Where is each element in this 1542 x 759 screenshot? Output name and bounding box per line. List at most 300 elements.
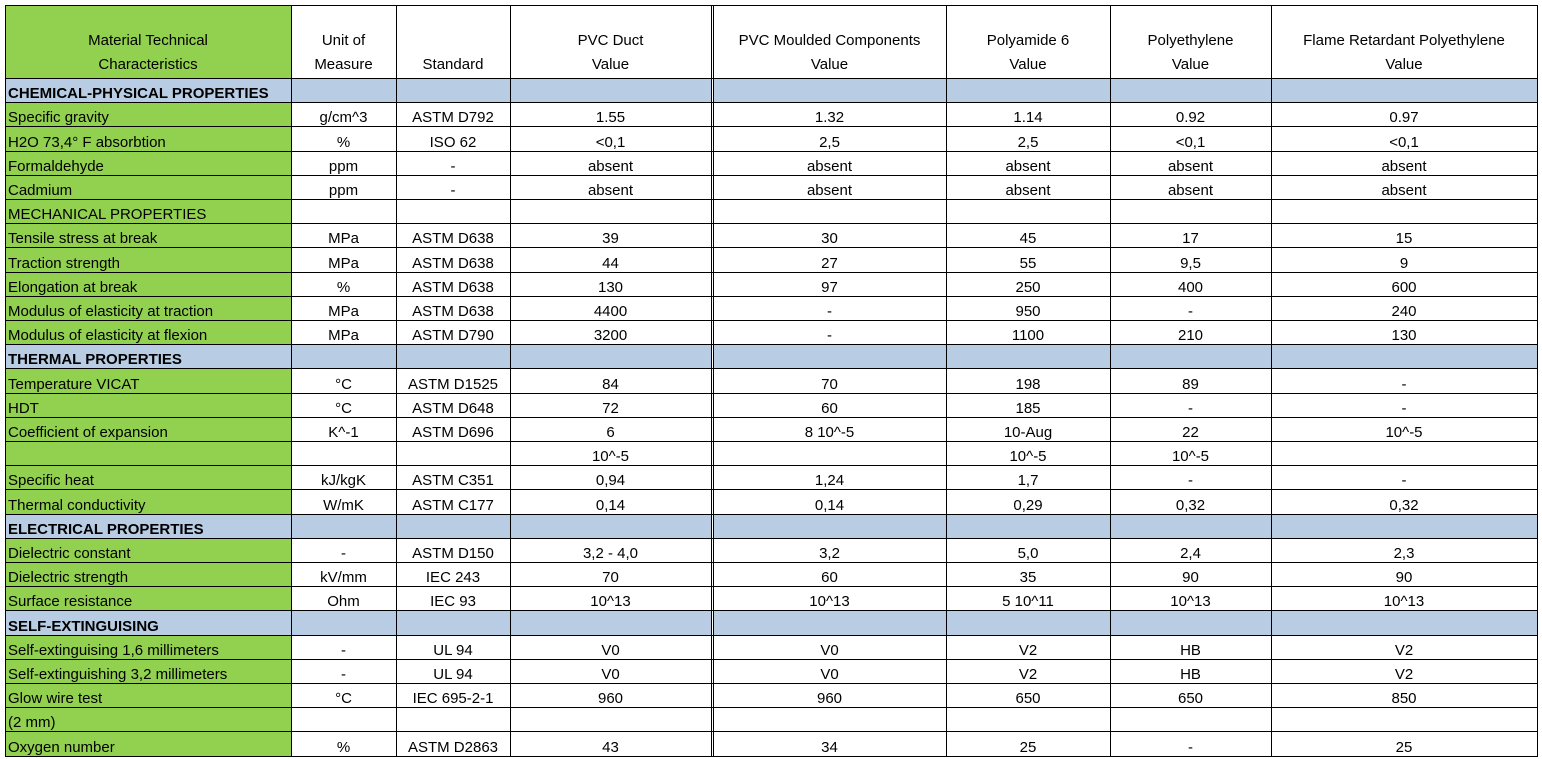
- grid-line-horizontal: [5, 586, 1538, 587]
- cell-standard: UL 94: [433, 641, 473, 659]
- cell-polyethylene: [1110, 345, 1271, 369]
- header-line: Value: [1385, 56, 1423, 73]
- header-line: Characteristics: [98, 56, 198, 73]
- cell-polyethylene: 90: [1182, 569, 1199, 587]
- cell-pvc-duct: [510, 611, 711, 635]
- cell-flame-retardant-pe: 850: [1391, 690, 1417, 708]
- cell-polyamide-6: 1.14: [1013, 109, 1043, 127]
- cell-property: Oxygen number: [5, 732, 291, 756]
- cell-flame-retardant-pe: -: [1401, 472, 1407, 490]
- cell-pvc-duct: 960: [597, 690, 624, 708]
- header-line: PVC Moulded Components: [738, 32, 921, 49]
- cell-standard: ASTM D638: [412, 302, 494, 320]
- cell-pvc-duct: 130: [597, 278, 624, 296]
- cell-unit: g/cm^3: [319, 109, 368, 127]
- cell-standard: -: [450, 157, 456, 175]
- grid-line-horizontal: [5, 5, 1538, 6]
- header-line: Material Technical: [88, 32, 208, 49]
- cell-pvc-moulded: V0: [820, 641, 839, 659]
- cell-property: Cadmium: [5, 176, 291, 200]
- cell-unit: [291, 515, 396, 539]
- cell-polyethylene: [1110, 200, 1271, 224]
- cell-standard: [396, 515, 510, 539]
- cell-unit: [291, 345, 396, 369]
- cell-unit: Ohm: [327, 593, 360, 611]
- cell-standard: ASTM D648: [412, 399, 494, 417]
- header-polyamide-6: [946, 5, 1110, 78]
- grid-line-horizontal: [5, 320, 1538, 321]
- cell-flame-retardant-pe: 10^13: [1383, 593, 1425, 611]
- table-row: [0, 273, 1542, 297]
- cell-property: Formaldehyde: [5, 152, 291, 176]
- grid-line-horizontal: [5, 272, 1538, 273]
- cell-flame-retardant-pe: V2: [1394, 665, 1414, 683]
- cell-polyamide-6: 5,0: [1017, 544, 1039, 562]
- cell-unit: °C: [335, 375, 352, 393]
- cell-flame-retardant-pe: [1271, 515, 1537, 539]
- header-flame-retardant-pe: [1271, 5, 1537, 78]
- cell-polyamide-6: V2: [1018, 641, 1038, 659]
- table-row: [0, 103, 1542, 127]
- header-characteristics: [5, 5, 291, 78]
- cell-standard: [396, 200, 510, 224]
- cell-property: (2 mm): [5, 708, 291, 732]
- cell-pvc-moulded: -: [827, 327, 832, 345]
- cell-polyamide-6: 55: [1019, 254, 1037, 272]
- grid-line-vertical: [1110, 5, 1111, 757]
- grid-line-vertical: [713, 5, 714, 757]
- cell-pvc-moulded: absent: [806, 181, 853, 199]
- grid-line-vertical: [396, 5, 397, 757]
- header-standard: [396, 5, 510, 78]
- grid-line-horizontal: [5, 756, 1538, 757]
- cell-standard: ASTM D696: [412, 423, 494, 441]
- grid-line-horizontal: [5, 610, 1538, 611]
- header-line: Value: [591, 56, 630, 73]
- header-line: Measure: [314, 56, 373, 73]
- cell-unit: [291, 611, 396, 635]
- cell-pvc-moulded: 2,5: [819, 133, 840, 151]
- table-row: [0, 660, 1542, 684]
- table-row: [0, 708, 1542, 732]
- cell-unit: MPa: [328, 302, 359, 320]
- table-row: [0, 369, 1542, 393]
- table-row: [0, 539, 1542, 563]
- cell-unit: K^-1: [328, 423, 359, 441]
- header-pvc-moulded: [713, 5, 946, 78]
- cell-standard: IEC 93: [430, 593, 476, 611]
- cell-flame-retardant-pe: -: [1401, 399, 1407, 417]
- cell-property: Modulus of elasticity at flexion: [5, 321, 291, 345]
- cell-property: Surface resistance: [5, 587, 291, 611]
- cell-flame-retardant-pe: [1271, 708, 1537, 732]
- section-row: [0, 515, 1542, 539]
- cell-unit: [291, 442, 396, 466]
- cell-pvc-moulded: [713, 442, 946, 466]
- header-line: Value: [1171, 56, 1210, 73]
- cell-polyethylene: absent: [1167, 157, 1214, 175]
- cell-polyamide-6: 2,5: [1017, 133, 1039, 151]
- cell-pvc-duct: 39: [602, 230, 619, 248]
- cell-flame-retardant-pe: 240: [1391, 302, 1417, 320]
- table-row: [0, 684, 1542, 708]
- cell-property: Glow wire test: [5, 684, 291, 708]
- cell-polyamide-6: [946, 79, 1110, 103]
- cell-unit: -: [341, 665, 346, 683]
- cell-standard: ASTM D638: [412, 278, 494, 296]
- cell-standard: ASTM D638: [412, 230, 494, 248]
- cell-polyethylene: HB: [1180, 641, 1201, 659]
- grid-line-horizontal: [5, 199, 1538, 200]
- cell-pvc-duct: 72: [602, 399, 619, 417]
- cell-unit: -: [341, 641, 346, 659]
- cell-polyethylene: <0,1: [1175, 133, 1206, 151]
- cell-pvc-moulded: [713, 515, 946, 539]
- cell-polyethylene: 2,4: [1180, 544, 1201, 562]
- cell-pvc-duct: 43: [602, 738, 619, 756]
- table-row: [0, 418, 1542, 442]
- cell-property: Specific gravity: [5, 103, 291, 127]
- cell-polyethylene: 10^13: [1170, 593, 1211, 611]
- cell-property: Traction strength: [5, 248, 291, 272]
- grid-line-horizontal: [5, 441, 1538, 442]
- cell-polyamide-6: absent: [1005, 181, 1051, 199]
- cell-pvc-moulded: 60: [821, 569, 838, 587]
- cell-polyamide-6: 10^-5: [1009, 448, 1047, 466]
- cell-property: MECHANICAL PROPERTIES: [5, 200, 291, 224]
- cell-property: HDT: [5, 394, 291, 418]
- cell-flame-retardant-pe: [1271, 200, 1537, 224]
- header-polyethylene: [1110, 5, 1271, 78]
- cell-polyethylene: [1110, 79, 1271, 103]
- cell-pvc-duct: [510, 200, 711, 224]
- cell-polyethylene: 0,32: [1175, 496, 1206, 514]
- cell-pvc-duct: 6: [606, 423, 615, 441]
- cell-polyamide-6: [946, 708, 1110, 732]
- cell-property: Dielectric constant: [5, 539, 291, 563]
- grid-line-horizontal: [5, 344, 1538, 345]
- cell-property: Tensile stress at break: [5, 224, 291, 248]
- cell-pvc-duct: 10^-5: [591, 448, 630, 466]
- cell-pvc-moulded: [713, 708, 946, 732]
- grid-line-horizontal: [5, 562, 1538, 563]
- cell-polyethylene: absent: [1167, 181, 1214, 199]
- cell-polyethylene: -: [1188, 399, 1193, 417]
- cell-polyethylene: 0.92: [1175, 109, 1206, 127]
- cell-standard: ASTM D1525: [407, 375, 499, 393]
- header-line: Value: [810, 56, 849, 73]
- grid-line-horizontal: [5, 78, 1538, 79]
- cell-standard: ISO 62: [429, 133, 477, 151]
- cell-pvc-moulded: 10^13: [809, 593, 850, 611]
- cell-polyamide-6: 0,29: [1013, 496, 1043, 514]
- cell-standard: [396, 79, 510, 103]
- cell-pvc-duct: absent: [587, 157, 634, 175]
- cell-flame-retardant-pe: <0,1: [1389, 133, 1419, 151]
- section-row: [0, 345, 1542, 369]
- table-row: [0, 127, 1542, 151]
- header-line: Flame Retardant Polyethylene: [1303, 32, 1505, 49]
- grid-line-horizontal: [5, 151, 1538, 152]
- cell-polyethylene: 210: [1177, 327, 1204, 345]
- cell-pvc-duct: 0,14: [595, 496, 626, 514]
- cell-property: H2O 73,4° F absorbtion: [5, 127, 291, 151]
- cell-polyethylene: 17: [1182, 230, 1199, 248]
- cell-standard: ASTM D790: [412, 327, 494, 345]
- cell-pvc-duct: absent: [587, 181, 634, 199]
- cell-pvc-moulded: 1.32: [814, 109, 845, 127]
- cell-property: CHEMICAL-PHYSICAL PROPERTIES: [5, 79, 291, 103]
- table-row: [0, 466, 1542, 490]
- cell-flame-retardant-pe: 15: [1395, 230, 1413, 248]
- cell-polyamide-6: [946, 611, 1110, 635]
- header-line: Polyamide 6: [986, 32, 1070, 49]
- grid-line-horizontal: [5, 368, 1538, 369]
- cell-flame-retardant-pe: 25: [1395, 738, 1413, 756]
- header-line: PVC Duct: [577, 32, 644, 49]
- cell-flame-retardant-pe: -: [1401, 375, 1407, 393]
- cell-property: Specific heat: [5, 466, 291, 490]
- cell-pvc-moulded: 1,24: [814, 472, 845, 490]
- cell-pvc-moulded: 8 10^-5: [804, 423, 855, 441]
- grid-line-horizontal: [5, 514, 1538, 515]
- grid-line-horizontal: [5, 247, 1538, 248]
- cell-pvc-duct: [510, 345, 711, 369]
- grid-line-horizontal: [5, 175, 1538, 176]
- cell-pvc-duct: V0: [601, 665, 620, 683]
- cell-standard: ASTM C351: [412, 472, 494, 490]
- cell-pvc-moulded: 34: [821, 738, 838, 756]
- grid-line-horizontal: [5, 635, 1538, 636]
- cell-polyamide-6: 950: [1015, 302, 1041, 320]
- cell-polyamide-6: 35: [1019, 569, 1037, 587]
- cell-polyamide-6: [946, 345, 1110, 369]
- cell-unit: kV/mm: [320, 569, 367, 587]
- cell-pvc-moulded: [713, 345, 946, 369]
- cell-property: Temperature VICAT: [5, 369, 291, 393]
- grid-line-vertical: [510, 5, 511, 757]
- cell-polyethylene: [1110, 708, 1271, 732]
- cell-unit: ppm: [328, 181, 359, 199]
- cell-pvc-moulded: absent: [806, 157, 853, 175]
- grid-line-horizontal: [5, 683, 1538, 684]
- table-row: [0, 224, 1542, 248]
- cell-pvc-duct: 44: [602, 254, 619, 272]
- table-row: [0, 442, 1542, 466]
- cell-standard: IEC 243: [425, 569, 481, 587]
- cell-standard: IEC 695-2-1: [412, 690, 494, 708]
- cell-flame-retardant-pe: [1271, 442, 1537, 466]
- cell-property: [5, 442, 291, 466]
- grid-line-horizontal: [5, 707, 1538, 708]
- cell-pvc-moulded: -: [827, 302, 832, 320]
- cell-polyethylene: HB: [1180, 665, 1201, 683]
- header-pvc-duct: [510, 5, 711, 78]
- cell-standard: ASTM D2863: [407, 738, 499, 756]
- section-row: [0, 200, 1542, 224]
- cell-property: Dielectric strength: [5, 563, 291, 587]
- cell-unit: %: [336, 278, 351, 296]
- cell-pvc-moulded: [713, 611, 946, 635]
- cell-flame-retardant-pe: 0.97: [1389, 109, 1419, 127]
- table-row: [0, 636, 1542, 660]
- cell-polyethylene: 10^-5: [1171, 448, 1210, 466]
- cell-pvc-moulded: [713, 79, 946, 103]
- cell-property: ELECTRICAL PROPERTIES: [5, 515, 291, 539]
- cell-standard: ASTM D792: [412, 109, 494, 127]
- cell-standard: [396, 345, 510, 369]
- cell-pvc-duct: 3200: [593, 327, 628, 345]
- grid-line-horizontal: [5, 538, 1538, 539]
- cell-unit: [291, 708, 396, 732]
- grid-line-horizontal: [5, 126, 1538, 127]
- cell-flame-retardant-pe: 10^-5: [1385, 423, 1423, 441]
- cell-pvc-moulded: 3,2: [819, 544, 840, 562]
- grid-line-vertical: [291, 5, 292, 757]
- cell-standard: ASTM D150: [412, 544, 494, 562]
- cell-flame-retardant-pe: [1271, 611, 1537, 635]
- grid-line-vertical: [946, 5, 947, 757]
- cell-unit: ppm: [328, 157, 359, 175]
- grid-line-horizontal: [5, 489, 1538, 490]
- cell-flame-retardant-pe: absent: [1381, 157, 1427, 175]
- cell-polyethylene: [1110, 611, 1271, 635]
- grid-line-vertical: [1271, 5, 1272, 757]
- table-row: [0, 321, 1542, 345]
- cell-property: SELF-EXTINGUISING: [5, 611, 291, 635]
- cell-pvc-duct: 70: [602, 569, 619, 587]
- cell-flame-retardant-pe: [1271, 345, 1537, 369]
- cell-polyethylene: 650: [1177, 690, 1204, 708]
- table-row: [0, 490, 1542, 514]
- grid-line-vertical: [711, 5, 712, 757]
- cell-polyamide-6: 45: [1019, 230, 1037, 248]
- cell-flame-retardant-pe: 0,32: [1389, 496, 1419, 514]
- cell-flame-retardant-pe: 90: [1395, 569, 1413, 587]
- cell-pvc-duct: 0,94: [595, 472, 626, 490]
- table-row: [0, 176, 1542, 200]
- cell-polyamide-6: 650: [1015, 690, 1041, 708]
- cell-standard: ASTM D638: [412, 254, 494, 272]
- cell-flame-retardant-pe: [1271, 79, 1537, 103]
- cell-flame-retardant-pe: 600: [1391, 278, 1417, 296]
- cell-polyethylene: 400: [1177, 278, 1204, 296]
- cell-pvc-moulded: 30: [821, 230, 838, 248]
- cell-standard: [396, 708, 510, 732]
- cell-unit: °C: [335, 399, 352, 417]
- cell-polyethylene: -: [1188, 738, 1193, 756]
- cell-pvc-duct: 84: [602, 375, 619, 393]
- grid-line-vertical: [5, 5, 6, 757]
- cell-flame-retardant-pe: 9: [1399, 254, 1409, 272]
- table-row: [0, 563, 1542, 587]
- cell-unit: W/mK: [323, 496, 364, 514]
- grid-line-horizontal: [5, 393, 1538, 394]
- cell-standard: [396, 442, 510, 466]
- cell-polyamide-6: 25: [1019, 738, 1037, 756]
- cell-standard: [396, 611, 510, 635]
- cell-polyethylene: -: [1188, 472, 1193, 490]
- cell-standard: -: [450, 181, 456, 199]
- cell-pvc-moulded: V0: [820, 665, 839, 683]
- cell-unit: [291, 79, 396, 103]
- cell-polyamide-6: 198: [1015, 375, 1041, 393]
- cell-unit: kJ/kgK: [320, 472, 366, 490]
- cell-pvc-duct: 4400: [593, 302, 628, 320]
- cell-pvc-duct: [510, 515, 711, 539]
- cell-pvc-moulded: [713, 200, 946, 224]
- grid-line-horizontal: [5, 223, 1538, 224]
- cell-polyethylene: -: [1188, 302, 1193, 320]
- cell-pvc-duct: <0,1: [595, 133, 626, 151]
- cell-property: Modulus of elasticity at traction: [5, 297, 291, 321]
- table-row: [0, 297, 1542, 321]
- header-line: Unit of: [321, 32, 366, 49]
- cell-unit: MPa: [328, 230, 359, 248]
- cell-polyamide-6: V2: [1018, 665, 1038, 683]
- grid-line-vertical: [1537, 5, 1538, 757]
- cell-polyethylene: 89: [1182, 375, 1199, 393]
- cell-pvc-moulded: 27: [821, 254, 838, 272]
- cell-polyamide-6: [946, 200, 1110, 224]
- cell-unit: %: [336, 738, 351, 756]
- grid-line-horizontal: [5, 102, 1538, 103]
- cell-polyamide-6: 250: [1015, 278, 1041, 296]
- cell-standard: ASTM C177: [412, 496, 494, 514]
- cell-pvc-moulded: 60: [821, 399, 838, 417]
- table-row: [0, 587, 1542, 611]
- cell-unit: [291, 200, 396, 224]
- cell-polyamide-6: 1100: [1011, 327, 1045, 345]
- cell-property: THERMAL PROPERTIES: [5, 345, 291, 369]
- cell-standard: UL 94: [433, 665, 473, 683]
- grid-line-horizontal: [5, 417, 1538, 418]
- cell-pvc-duct: [510, 708, 711, 732]
- cell-unit: MPa: [328, 254, 359, 272]
- cell-pvc-duct: 10^13: [590, 593, 631, 611]
- cell-polyethylene: [1110, 515, 1271, 539]
- cell-polyamide-6: 5 10^11: [1002, 593, 1054, 611]
- cell-polyamide-6: 1,7: [1017, 472, 1039, 490]
- cell-property: Coefficient of expansion: [5, 418, 291, 442]
- cell-unit: MPa: [328, 327, 359, 345]
- cell-polyethylene: 9,5: [1180, 254, 1201, 272]
- cell-pvc-moulded: 960: [816, 690, 843, 708]
- grid-line-horizontal: [5, 296, 1538, 297]
- cell-flame-retardant-pe: 2,3: [1393, 544, 1415, 562]
- header-unit: [291, 5, 396, 78]
- cell-polyamide-6: 10-Aug: [1003, 423, 1053, 441]
- cell-flame-retardant-pe: absent: [1381, 181, 1427, 199]
- cell-property: Thermal conductivity: [5, 490, 291, 514]
- cell-pvc-duct: 1.55: [595, 109, 626, 127]
- cell-unit: -: [341, 544, 346, 562]
- cell-pvc-moulded: 0,14: [814, 496, 845, 514]
- cell-pvc-duct: V0: [601, 641, 620, 659]
- header-line: Polyethylene: [1147, 32, 1234, 49]
- cell-flame-retardant-pe: V2: [1394, 641, 1414, 659]
- header-line: Standard: [422, 56, 484, 73]
- cell-polyethylene: 22: [1182, 423, 1199, 441]
- cell-pvc-duct: [510, 79, 711, 103]
- section-row: [0, 611, 1542, 635]
- grid-line-horizontal: [5, 731, 1538, 732]
- table-row: [0, 152, 1542, 176]
- cell-property: Elongation at break: [5, 273, 291, 297]
- cell-unit: %: [336, 133, 351, 151]
- cell-polyamide-6: absent: [1005, 157, 1051, 175]
- cell-pvc-moulded: 70: [821, 375, 838, 393]
